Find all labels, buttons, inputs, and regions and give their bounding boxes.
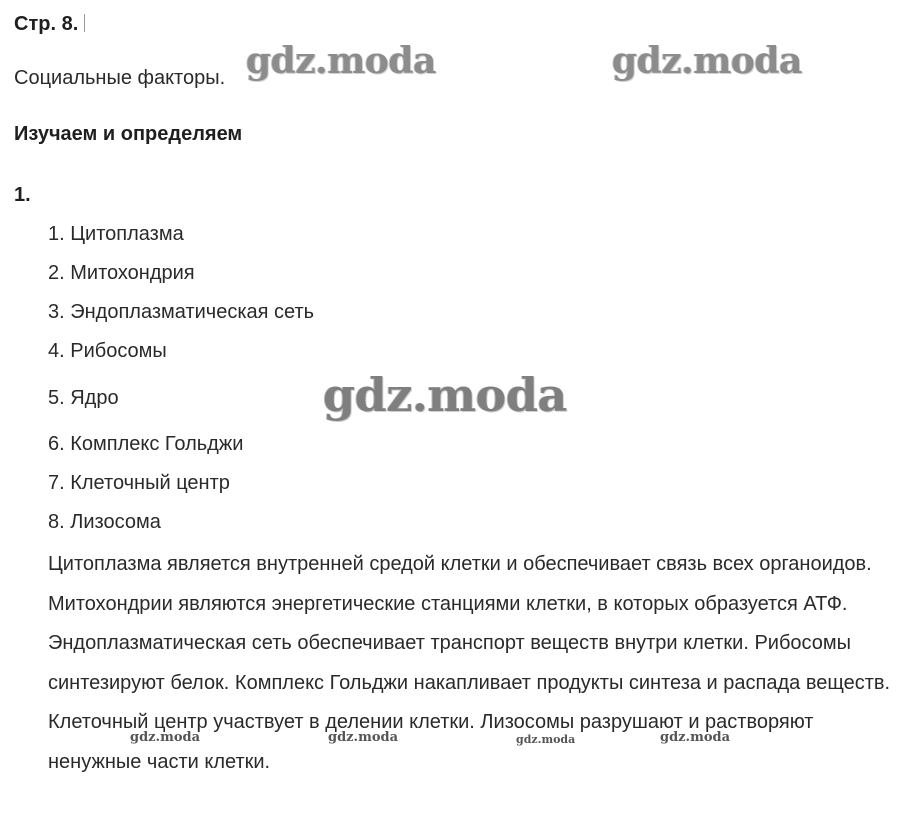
list-item: 8. Лизосома — [48, 511, 161, 533]
watermark: gdz.moda — [612, 40, 802, 82]
watermark: gdz.moda — [328, 730, 399, 745]
list-item: 2. Митохондрия — [48, 262, 195, 284]
answer-paragraph: Цитоплазма является внутренней средой клетки и обеспечивает связь всех органоидов. Митохондрии являются энергетические станциями клетки, в которых образуется АТФ. Эндоплазматическая сеть обеспечивает транспорт веществ внутри клетки. Рибосомы синтезируют белок. Комплекс Гольджи накапливает продукты синтеза и распада веществ. Клеточный центр участвует в делении клетки. Лизосомы разрушают и растворяют ненужные части клетки. — [48, 553, 891, 773]
watermark: gdz.moda — [516, 733, 576, 746]
page-header — [14, 10, 85, 38]
task-number: 1. — [14, 184, 31, 206]
watermark: gdz.moda — [323, 368, 567, 422]
list-item: 3. Эндоплазматическая сеть — [48, 301, 315, 323]
section-title: Изучаем и определяем — [14, 123, 243, 145]
watermark: gdz.moda — [660, 730, 731, 745]
topic-subtitle: Социальные факторы. — [14, 67, 226, 89]
list-item: 5. Ядро — [48, 387, 119, 409]
list-item: 1. Цитоплазма — [48, 223, 184, 245]
watermark: gdz.moda — [130, 730, 201, 745]
text-cursor-mark — [84, 14, 85, 32]
list-item: 7. Клеточный центр — [48, 472, 230, 494]
page-number-label: Стр. 8. — [14, 13, 79, 35]
list-item: 4. Рибосомы — [48, 340, 167, 362]
watermark: gdz.moda — [246, 40, 436, 82]
list-item: 6. Комплекс Гольджи — [48, 433, 244, 455]
